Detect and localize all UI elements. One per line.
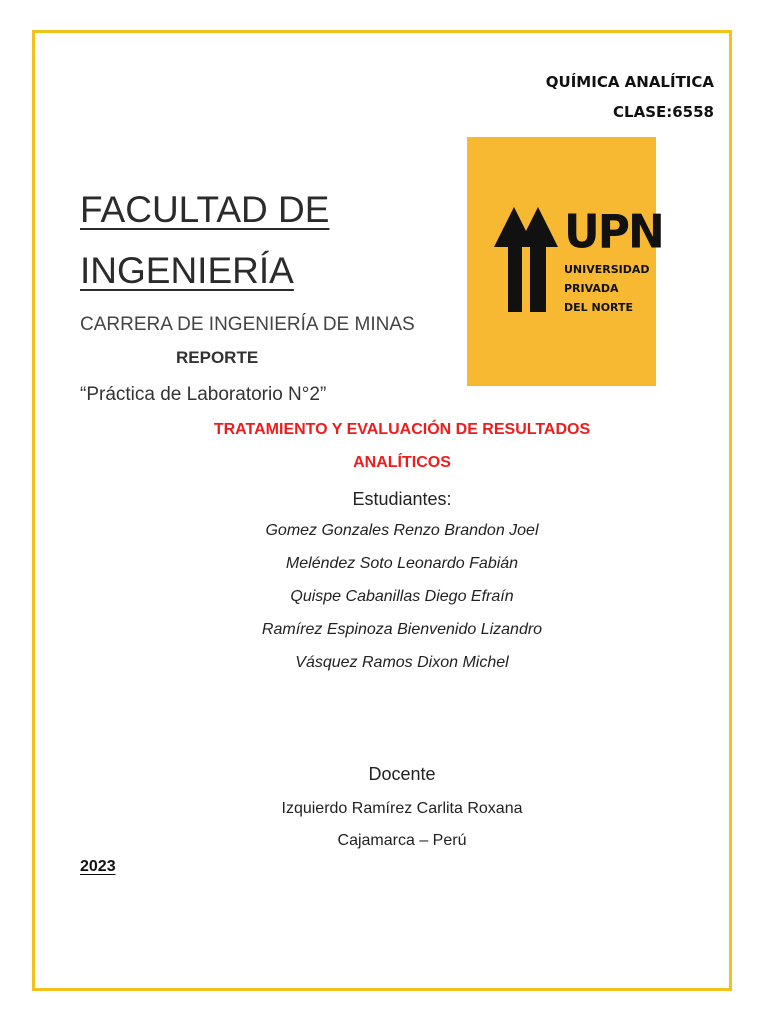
teacher-name: Izquierdo Ramírez Carlita Roxana xyxy=(281,800,523,817)
student-name: Ramírez Espinoza Bienvenido Lizandro xyxy=(261,621,543,638)
class-code: CLASE:6558 xyxy=(613,103,714,121)
topic-line2: ANALÍTICOS xyxy=(353,454,451,471)
logo-acronym: UPN xyxy=(564,205,663,260)
faculty-title-line1: FACULTAD DE xyxy=(80,189,330,230)
teacher-label: Docente xyxy=(368,764,436,784)
student-name: Quispe Cabanillas Diego Efraín xyxy=(290,588,514,605)
report-label: REPORTE xyxy=(176,348,259,367)
logo-line2: PRIVADA xyxy=(564,282,619,295)
course-name: QUÍMICA ANALÍTICA xyxy=(545,73,714,91)
career-name: CARRERA DE INGENIERÍA DE MINAS xyxy=(80,314,415,335)
student-name: Meléndez Soto Leonardo Fabián xyxy=(285,555,519,572)
year: 2023 xyxy=(80,858,116,875)
student-name: Vásquez Ramos Dixon Michel xyxy=(295,654,509,671)
practice-title: “Práctica de Laboratorio N°2” xyxy=(80,384,327,405)
logo-line1: UNIVERSIDAD xyxy=(564,263,650,276)
upn-arrows-icon xyxy=(467,137,656,386)
faculty-title-line2: INGENIERÍA xyxy=(80,250,294,291)
topic-line1: TRATAMIENTO Y EVALUACIÓN DE RESULTADOS xyxy=(213,421,591,438)
upn-logo xyxy=(467,137,663,386)
students-label: Estudiantes: xyxy=(352,489,452,509)
city-location: Cajamarca – Perú xyxy=(337,832,467,849)
student-name: Gomez Gonzales Renzo Brandon Joel xyxy=(265,522,539,539)
logo-line3: DEL NORTE xyxy=(564,301,634,314)
